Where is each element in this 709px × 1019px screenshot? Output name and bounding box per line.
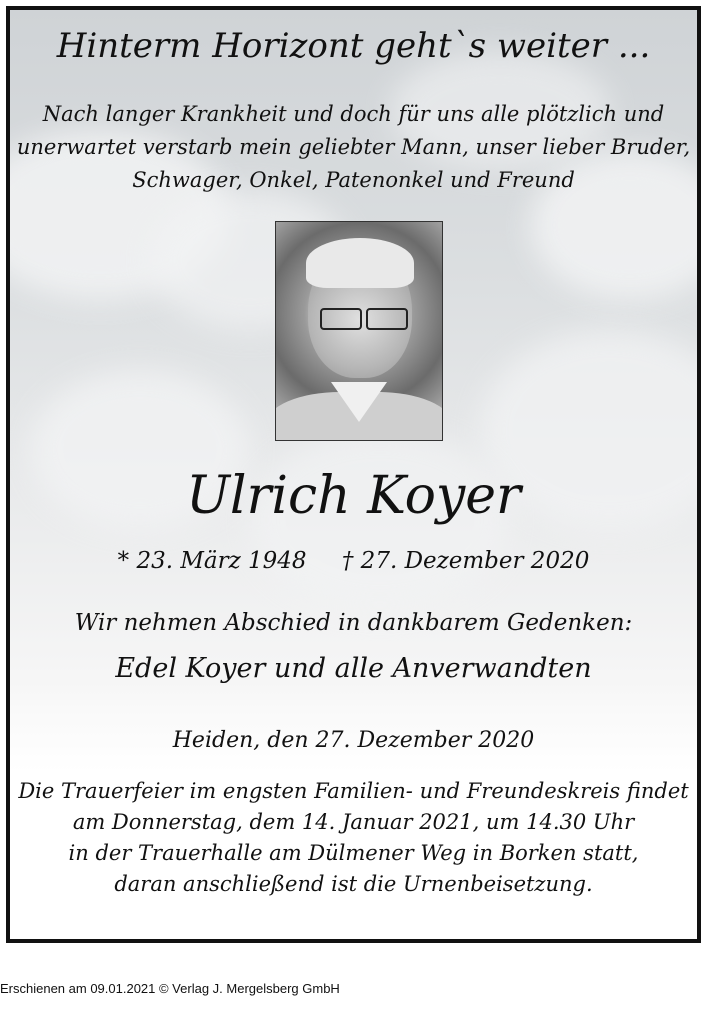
deceased-name: Ulrich Koyer xyxy=(186,466,521,526)
farewell-text: Wir nehmen Abschied in dankbarem Gedenken: xyxy=(74,610,633,636)
intro-line: Nach langer Krankheit und doch für uns alle plötzlich und xyxy=(42,102,665,126)
intro-line: Schwager, Onkel, Patenonkel und Freund xyxy=(132,168,575,192)
funeral-info xyxy=(10,776,697,900)
funeral-line: am Donnerstag, dem 14. Januar 2021, um 14.30 Uhr xyxy=(72,810,635,834)
funeral-line: in der Trauerhalle am Dülmener Weg in Borken statt, xyxy=(68,841,639,865)
intro-text xyxy=(10,98,697,197)
mourners: Edel Koyer und alle Anverwandten xyxy=(115,653,592,684)
glasses-icon xyxy=(366,308,408,330)
portrait-hair xyxy=(306,238,414,288)
place-date: Heiden, den 27. Dezember 2020 xyxy=(172,728,535,753)
birth-date: * 23. März 1948 xyxy=(117,548,307,574)
funeral-line: Die Trauerfeier im engsten Familien- und Freundeskreis findet xyxy=(18,779,689,803)
glasses-icon xyxy=(320,308,362,330)
notice-heading: Hinterm Horizont geht`s weiter ... xyxy=(56,26,651,66)
portrait-photo xyxy=(275,221,443,441)
death-date: † 27. Dezember 2020 xyxy=(341,548,590,574)
obituary-card xyxy=(6,6,701,943)
life-dates xyxy=(10,548,697,574)
publication-credit: Erschienen am 09.01.2021 © Verlag J. Mergelsberg GmbH xyxy=(0,981,340,996)
funeral-line: daran anschließend ist die Urnenbeisetzung. xyxy=(114,872,593,896)
intro-line: unerwartet verstarb mein geliebter Mann, unser lieber Bruder, xyxy=(16,135,691,159)
